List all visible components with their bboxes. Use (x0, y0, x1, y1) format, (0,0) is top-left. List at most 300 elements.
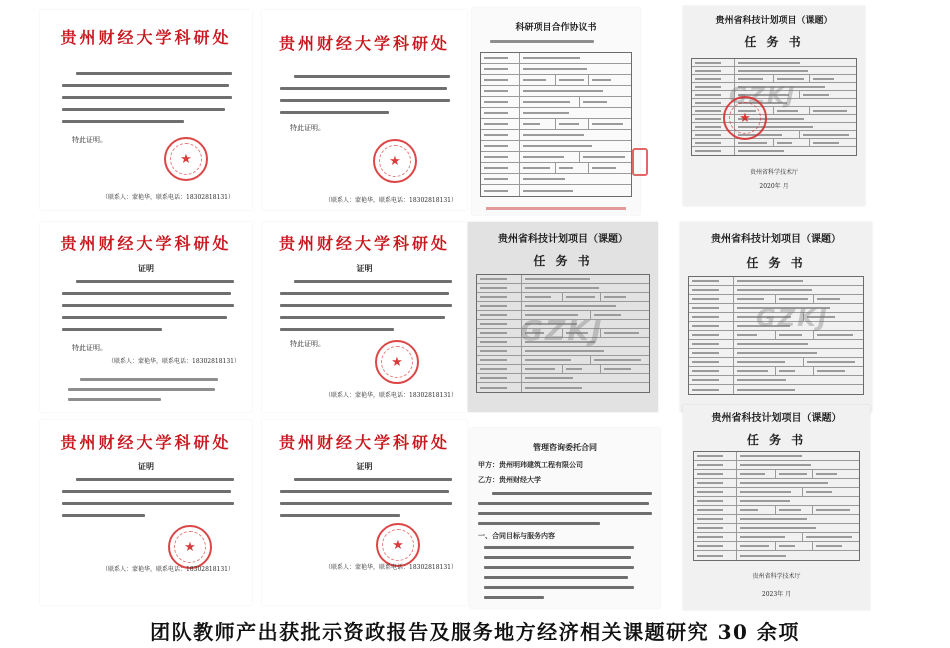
cell-text-line (484, 167, 508, 169)
task-book-table (693, 451, 860, 561)
table-row (692, 123, 856, 131)
certificate-heading: 证明 (138, 263, 154, 273)
table-cell (520, 119, 556, 129)
cell-text-line (695, 78, 721, 80)
table-row (481, 108, 631, 119)
cell-text-line (484, 145, 508, 147)
cell-text-line (525, 278, 590, 280)
table-cell (813, 542, 859, 550)
cell-text-line (697, 518, 723, 520)
cell-text-line (523, 68, 587, 70)
cell-text-line (816, 473, 837, 475)
table-cell (803, 533, 859, 541)
cell-text-line (737, 334, 757, 336)
contact-line: （联系人：蒙艳华，联系电话：18302818131） (325, 197, 457, 204)
table-cell (522, 293, 563, 301)
cell-text-line (566, 296, 595, 298)
table-cell (520, 174, 631, 184)
table-cell (803, 488, 859, 496)
table-row (477, 284, 649, 293)
table-row (689, 376, 863, 385)
cell-text-line (737, 352, 817, 354)
cell-text-line (740, 536, 785, 538)
text-line (62, 490, 231, 493)
table-cell (520, 130, 631, 140)
cell-text-line (695, 70, 721, 72)
table-cell (737, 452, 859, 460)
table-cell (737, 533, 803, 541)
table-cell (689, 385, 734, 394)
table-cell (737, 506, 777, 514)
gzkj-watermark: GZKJ (756, 304, 829, 332)
cell-text-line (523, 79, 546, 81)
task-book-subtitle: 任 务 书 (744, 35, 804, 49)
text-line (76, 478, 234, 481)
task-book-title: 贵州省科技计划项目（课题） (711, 234, 841, 245)
text-line (280, 99, 450, 102)
table-cell (689, 358, 734, 366)
text-line (62, 292, 231, 295)
table-row (481, 130, 631, 141)
text-line (62, 84, 229, 87)
contract-section-heading: 一、合同目标与服务内容 (478, 531, 555, 540)
cell-text-line (525, 350, 604, 352)
issuer-name: 贵州省科学技术厅 (749, 169, 798, 176)
table-row (694, 479, 859, 488)
table-cell (735, 147, 856, 155)
contact-line: （联系人：蒙艳华，联系电话：18302818131） (102, 566, 234, 573)
cell-text-line (484, 57, 508, 59)
text-line (62, 502, 234, 505)
table-row (692, 75, 856, 83)
cell-text-line (777, 142, 792, 144)
cell-text-line (692, 379, 719, 381)
cell-text-line (523, 57, 580, 59)
table-cell (774, 75, 810, 82)
table-cell (520, 108, 631, 118)
cell-text-line (777, 78, 804, 80)
cell-text-line (740, 555, 786, 557)
issue-date: 2023年 月 (761, 591, 792, 598)
table-cell (477, 374, 522, 382)
table-row (689, 349, 863, 358)
cell-text-line (480, 323, 507, 325)
table-cell (734, 385, 863, 394)
table-cell (477, 302, 522, 310)
table-cell (810, 75, 856, 82)
cell-text-line (484, 79, 508, 81)
table-row (477, 347, 649, 356)
table-cell (734, 376, 863, 384)
body-text (62, 280, 234, 340)
issue-date: 2020年 月 (759, 183, 789, 190)
cell-text-line (740, 518, 807, 520)
table-cell (477, 293, 522, 301)
text-line (280, 502, 452, 505)
cell-text-line (816, 509, 850, 511)
certificate-r1c1 (40, 10, 252, 210)
table-row (694, 461, 859, 470)
table-row (481, 64, 631, 75)
cell-text-line (480, 314, 507, 316)
cell-text-line (738, 62, 800, 64)
agreement-form-table (480, 52, 632, 197)
official-seal (168, 525, 212, 569)
certificate-heading: 证明 (138, 461, 154, 471)
cell-text-line (740, 482, 828, 484)
cell-text-line (480, 359, 507, 361)
text-line (478, 502, 649, 505)
cell-text-line (523, 101, 570, 103)
table-cell (477, 320, 522, 328)
table-cell (737, 524, 859, 532)
table-cell (735, 67, 856, 74)
table-cell (522, 356, 591, 364)
cell-text-line (480, 305, 507, 307)
table-row (694, 497, 859, 506)
body-text (62, 478, 234, 526)
table-cell (689, 376, 734, 384)
table-cell (734, 331, 776, 339)
project-name-line (490, 40, 620, 52)
table-cell (522, 365, 563, 373)
table-cell (520, 53, 631, 63)
text-line (280, 328, 394, 331)
text-line (478, 522, 600, 525)
table-cell (477, 275, 522, 283)
cell-text-line (692, 307, 719, 309)
table-cell (477, 329, 522, 337)
table-row (689, 340, 863, 349)
cell-text-line (692, 352, 719, 354)
contact-line: （联系人：蒙艳华，联系电话：18302818131） (108, 358, 240, 365)
cell-text-line (697, 455, 723, 457)
text-line (492, 492, 652, 495)
task-book-table (688, 276, 864, 395)
cell-text-line (523, 178, 565, 180)
table-cell (694, 479, 737, 487)
cell-text-line (484, 123, 508, 125)
official-seal (373, 139, 417, 183)
text-line (62, 108, 225, 111)
cell-text-line (480, 287, 507, 289)
table-cell (689, 367, 734, 375)
table-row (481, 53, 631, 64)
closing-text: 特此证明。 (72, 344, 107, 352)
cell-text-line (695, 134, 721, 136)
cell-text-line (604, 332, 640, 334)
table-cell (692, 59, 735, 66)
table-cell (810, 107, 856, 114)
table-cell (810, 139, 856, 146)
text-line (76, 280, 234, 283)
table-row (477, 275, 649, 284)
cell-text-line (779, 334, 802, 336)
cell-text-line (740, 455, 802, 457)
table-cell (737, 497, 859, 505)
table-cell (692, 67, 735, 74)
table-cell (520, 152, 580, 162)
table-row (694, 488, 859, 497)
table-cell (601, 293, 649, 301)
task-book-subtitle: 任 务 书 (533, 254, 593, 268)
table-cell (522, 374, 649, 382)
table-cell (694, 452, 737, 460)
text-line (62, 316, 227, 319)
table-row (694, 515, 859, 524)
cell-text-line (697, 473, 723, 475)
table-cell (734, 295, 776, 303)
table-row (689, 331, 863, 340)
cell-text-line (779, 473, 807, 475)
table-row (689, 385, 863, 394)
gzkj-watermark: GZKJ (729, 84, 797, 109)
table-cell (520, 97, 580, 107)
table-cell (477, 365, 522, 373)
cell-text-line (740, 509, 759, 511)
cell-text-line (480, 377, 507, 379)
table-cell (481, 86, 520, 96)
cell-text-line (523, 156, 564, 158)
table-cell (734, 286, 863, 294)
cooperation-agreement-r1c3 (472, 8, 640, 215)
table-cell (481, 130, 520, 140)
task-book-subtitle: 任 务 书 (746, 433, 807, 447)
table-cell (694, 497, 737, 505)
table-row (481, 97, 631, 108)
table-row (481, 163, 631, 174)
star-icon: ★ (391, 354, 403, 370)
cell-text-line (779, 298, 808, 300)
table-cell (689, 349, 734, 357)
body-text (280, 478, 452, 526)
closing-text: 特此证明。 (72, 136, 107, 144)
table-cell (737, 515, 859, 523)
contract-title: 管理咨询委托合同 (533, 442, 597, 452)
cell-text-line (697, 491, 723, 493)
cell-text-line (817, 334, 853, 336)
star-icon: ★ (392, 537, 404, 553)
table-row (692, 131, 856, 139)
cell-text-line (740, 500, 790, 502)
cell-text-line (525, 359, 572, 361)
consulting-contract-r3c3 (470, 428, 660, 608)
cell-text-line (740, 464, 811, 466)
cell-text-line (592, 123, 623, 125)
table-cell (804, 358, 863, 366)
table-cell (481, 119, 520, 129)
cell-text-line (737, 389, 795, 391)
table-cell (589, 75, 631, 85)
issuer-name: 贵州省科学技术厅 (752, 573, 801, 580)
table-cell (520, 75, 556, 85)
table-row (692, 67, 856, 75)
task-book-title: 贵州省科技计划项目（课题） (715, 16, 833, 26)
body-text (62, 72, 232, 132)
text-line (490, 40, 594, 43)
table-row (694, 452, 859, 461)
table-cell (776, 295, 814, 303)
table-row (481, 86, 631, 97)
cell-text-line (523, 167, 550, 169)
cell-text-line (592, 79, 611, 81)
table-cell (734, 358, 804, 366)
agreement-title: 科研项目合作协议书 (515, 23, 597, 33)
table-cell (776, 506, 812, 514)
table-cell (556, 75, 589, 85)
table-cell (481, 53, 520, 63)
official-seal (376, 523, 420, 567)
cell-text-line (777, 110, 798, 112)
task-book-title: 贵州省科技计划项目（课题） (498, 234, 628, 245)
table-row (477, 383, 649, 392)
contract-items-text (484, 546, 634, 606)
table-cell (689, 295, 734, 303)
cell-text-line (738, 150, 784, 152)
table-cell (737, 551, 859, 560)
task-book-r2c4 (680, 222, 872, 412)
table-cell (734, 349, 863, 357)
cell-text-line (484, 190, 508, 192)
table-cell (589, 163, 631, 173)
cell-text-line (583, 156, 625, 158)
table-row (692, 115, 856, 123)
text-line (280, 490, 449, 493)
cell-text-line (695, 102, 721, 104)
cell-text-line (594, 359, 642, 361)
table-row (477, 365, 649, 374)
table-cell (689, 277, 734, 285)
table-cell (737, 488, 803, 496)
cell-text-line (559, 79, 584, 81)
cell-text-line (740, 473, 765, 475)
cell-text-line (695, 142, 721, 144)
cell-text-line (480, 278, 507, 280)
cell-text-line (692, 389, 719, 391)
cell-text-line (695, 62, 721, 64)
table-row (689, 295, 863, 304)
table-cell (522, 284, 649, 292)
cell-text-line (484, 68, 508, 70)
table-cell (477, 383, 522, 392)
closing-text: 特此证明。 (290, 340, 325, 348)
table-row (694, 533, 859, 542)
star-icon: ★ (184, 539, 196, 555)
certificate-r1c2 (262, 10, 467, 210)
cell-text-line (737, 298, 763, 300)
red-header-title: 贵州财经大学科研处 (278, 34, 450, 53)
body-text (280, 75, 450, 123)
text-line (478, 512, 652, 515)
cell-text-line (697, 545, 723, 547)
red-header-title: 贵州财经大学科研处 (278, 433, 450, 452)
table-cell (694, 515, 737, 523)
table-row (689, 358, 863, 367)
cell-text-line (697, 482, 723, 484)
table-cell (481, 75, 520, 85)
notes-text (68, 378, 218, 408)
text-line (68, 398, 161, 401)
cell-text-line (737, 361, 784, 363)
table-cell (477, 356, 522, 364)
table-cell (481, 163, 520, 173)
text-line (484, 576, 628, 579)
table-cell (520, 185, 631, 196)
text-line (484, 546, 634, 549)
text-line (62, 120, 184, 123)
cell-text-line (480, 368, 507, 370)
table-cell (520, 64, 631, 74)
cell-text-line (779, 545, 795, 547)
cell-text-line (737, 370, 768, 372)
cell-text-line (779, 509, 801, 511)
table-cell (694, 506, 737, 514)
cell-text-line (697, 536, 723, 538)
text-line (484, 596, 544, 599)
table-row (477, 374, 649, 383)
table-cell (737, 470, 777, 478)
cell-text-line (559, 167, 573, 169)
cell-text-line (807, 361, 856, 363)
star-icon: ★ (739, 110, 751, 126)
task-book-r3c4 (683, 405, 870, 610)
table-row (481, 75, 631, 86)
text-line (484, 556, 631, 559)
table-cell (800, 131, 856, 138)
cell-text-line (692, 280, 719, 282)
cell-text-line (692, 289, 719, 291)
cell-text-line (604, 368, 631, 370)
cell-text-line (740, 491, 791, 493)
task-book-subtitle: 任 务 书 (746, 256, 806, 270)
contact-line: （联系人：蒙艳华，联系电话：18302818131） (325, 392, 457, 399)
cell-text-line (525, 368, 556, 370)
cell-text-line (523, 90, 603, 92)
cell-text-line (737, 379, 786, 381)
certificate-heading: 证明 (356, 263, 373, 273)
table-cell (589, 119, 631, 129)
table-cell (694, 551, 737, 560)
table-cell (692, 147, 735, 155)
table-row (689, 367, 863, 376)
table-cell (776, 331, 814, 339)
table-cell (477, 347, 522, 355)
cell-text-line (592, 167, 616, 169)
table-cell (694, 470, 737, 478)
cell-text-line (692, 334, 719, 336)
table-cell (522, 275, 649, 283)
table-cell (814, 295, 863, 303)
cell-text-line (803, 134, 849, 136)
table-cell (591, 356, 649, 364)
table-cell (689, 322, 734, 330)
cell-text-line (695, 86, 721, 88)
table-cell (481, 152, 520, 162)
table-row (689, 277, 863, 286)
table-cell (737, 461, 859, 469)
text-line (62, 304, 234, 307)
cell-text-line (738, 142, 767, 144)
cell-text-line (484, 112, 508, 114)
text-line (294, 478, 452, 481)
cell-text-line (697, 555, 723, 557)
table-cell (689, 286, 734, 294)
cell-text-line (697, 500, 723, 502)
certificate-r3c2 (262, 420, 467, 605)
table-cell (580, 152, 631, 162)
cell-text-line (697, 527, 723, 529)
table-cell (477, 311, 522, 319)
